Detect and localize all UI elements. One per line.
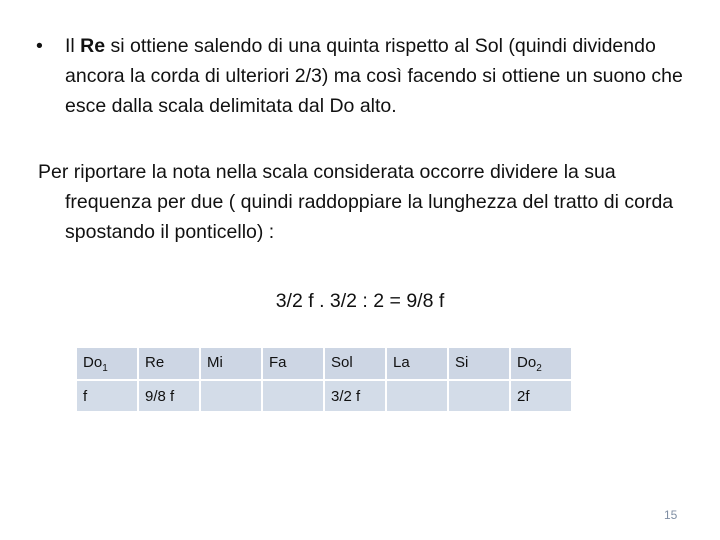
value-cell: 2f	[511, 381, 571, 411]
bullet-text-bold: Re	[80, 35, 106, 57]
bullet-icon: •	[36, 35, 43, 57]
header-cell: $Do_2$	[511, 348, 571, 379]
bullet-paragraph	[36, 31, 686, 121]
bullet-text-pre: Il	[65, 35, 81, 57]
value-cell: 3/2 f	[325, 381, 385, 411]
header-cell: Fa	[263, 348, 323, 379]
value-cell: f	[77, 381, 137, 411]
header-cell: La	[387, 348, 447, 379]
value-cell	[387, 381, 447, 411]
formula: 3/2 f . 3/2 : 2 = 9/8 f	[275, 290, 445, 312]
value-cell	[263, 381, 323, 411]
value-cell	[449, 381, 509, 411]
header-cell: Re	[139, 348, 199, 379]
body-paragraph: Per riportare la nota nella scala considerata occorre dividere la sua frequenza per due ( quindi raddoppiare la lunghezza del tratto di corda spostando il ponticello) :	[38, 161, 674, 243]
table-row	[77, 381, 571, 411]
header-cell: Mi	[201, 348, 261, 379]
value-cell	[201, 381, 261, 411]
bullet-text	[65, 31, 686, 121]
header-cell: Sol	[325, 348, 385, 379]
page-number: 15	[664, 508, 678, 522]
header-cell: Si	[449, 348, 509, 379]
bullet-text-post: si ottiene salendo di una quinta rispetto al Sol (quindi dividendo ancora la corda di ulteriori 2/3) ma così facendo si ottiene un suono che esce dalla scala delimitata dal Do alto.	[65, 35, 683, 117]
notes-table	[75, 346, 573, 413]
table-header-row	[77, 348, 571, 379]
header-cell: $Do_1$	[77, 348, 137, 379]
value-cell: 9/8 f	[139, 381, 199, 411]
